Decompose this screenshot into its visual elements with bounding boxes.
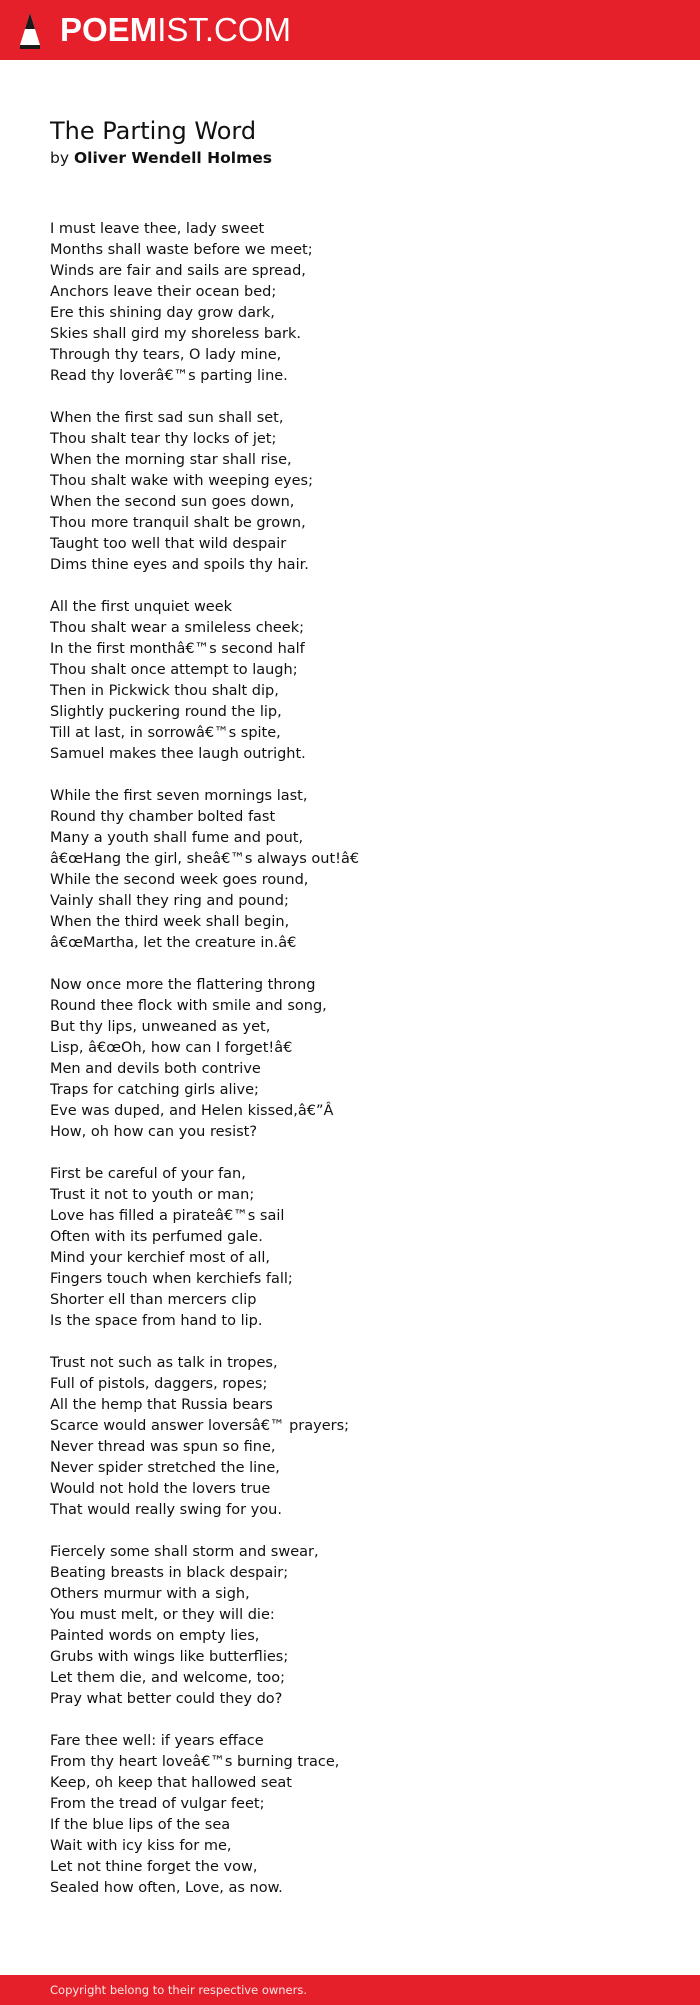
- poem-line: Would not hold the lovers true: [50, 1481, 271, 1497]
- poem-line: How, oh how can you resist?: [50, 1124, 258, 1140]
- stanza: [50, 597, 670, 765]
- poem-line: Through thy tears, O lady mine,: [50, 347, 282, 363]
- poem-line: Taught too well that wild despair: [50, 536, 287, 552]
- poem-line: Often with its perfumed gale.: [50, 1229, 263, 1245]
- poem-line: Is the space from hand to lip.: [50, 1313, 263, 1329]
- poem-line: Trust not such as talk in tropes,: [50, 1355, 278, 1371]
- poem-line: When the second sun goes down,: [50, 494, 295, 510]
- poem-line: When the morning star shall rise,: [50, 452, 292, 468]
- poem-line: Samuel makes thee laugh outright.: [50, 746, 306, 762]
- poem-line: Fingers touch when kerchiefs fall;: [50, 1271, 293, 1287]
- poem-line: In the first monthâ€™s second half: [50, 641, 305, 657]
- poem-line: All the first unquiet week: [50, 599, 233, 615]
- poem-body: [50, 219, 670, 1920]
- poem-line: When the third week shall begin,: [50, 914, 290, 930]
- poem-line: Then in Pickwick thou shalt dip,: [50, 683, 279, 699]
- poem-line: â€œMartha, let the creature in.â€: [50, 935, 297, 951]
- copyright-text: Copyright belong to their respective owners.: [50, 1983, 308, 1997]
- poem-line: Let not thine forget the vow,: [50, 1859, 258, 1875]
- author-name: Oliver Wendell Holmes: [73, 149, 272, 167]
- poem-line: Keep, oh keep that hallowed seat: [50, 1775, 292, 1791]
- poem-line: First be careful of your fan,: [50, 1166, 246, 1182]
- poem-line: Round thee flock with smile and song,: [50, 998, 327, 1014]
- poem-line: Let them die, and welcome, too;: [50, 1670, 286, 1686]
- stanza: [50, 219, 670, 387]
- poem-line: Many a youth shall fume and pout,: [50, 830, 304, 846]
- poem-line: Till at last, in sorrowâ€™s spite,: [50, 725, 281, 741]
- stanza: [50, 786, 670, 954]
- poem-line: From the tread of vulgar feet;: [50, 1796, 265, 1812]
- poem-line: Ere this shining day grow dark,: [50, 305, 275, 321]
- poem-line: Fiercely some shall storm and swear,: [50, 1544, 319, 1560]
- poem-line: Painted words on empty lies,: [50, 1628, 260, 1644]
- poem-line: Eve was duped, and Helen kissed,â€”Â: [50, 1103, 334, 1119]
- site-footer: [0, 1975, 700, 2005]
- poem-heading: [50, 115, 272, 169]
- pencil-icon: [18, 11, 42, 51]
- poem-line: Scarce would answer loversâ€™ prayers;: [50, 1418, 350, 1434]
- poem-line: Round thy chamber bolted fast: [50, 809, 276, 825]
- poem-line: Now once more the flattering throng: [50, 977, 316, 993]
- poem-line: Read thy loverâ€™s parting line.: [50, 368, 288, 384]
- poem-line: Love has filled a pirateâ€™s sail: [50, 1208, 285, 1224]
- poem-line: Never thread was spun so fine,: [50, 1439, 276, 1455]
- poem-line: Thou shalt once attempt to laugh;: [50, 662, 298, 678]
- poem-line: Anchors leave their ocean bed;: [50, 284, 277, 300]
- poem-line: Dims thine eyes and spoils thy hair.: [50, 557, 309, 573]
- poem-line: Winds are fair and sails are spread,: [50, 263, 306, 279]
- poem-line: While the first seven mornings last,: [50, 788, 308, 804]
- poem-line: Never spider stretched the line,: [50, 1460, 280, 1476]
- poem-line: Shorter ell than mercers clip: [50, 1292, 257, 1308]
- site-header: [0, 0, 700, 60]
- poem-line: Full of pistols, daggers, ropes;: [50, 1376, 268, 1392]
- poem-line: Trust it not to youth or man;: [50, 1187, 255, 1203]
- poem-line: Thou shalt wear a smileless cheek;: [50, 620, 305, 636]
- poem-line: â€œHang the girl, sheâ€™s always out!â€: [50, 851, 360, 867]
- poem-line: If the blue lips of the sea: [50, 1817, 231, 1833]
- poem-title: The Parting Word: [50, 117, 257, 145]
- poem-line: Grubs with wings like butterflies;: [50, 1649, 289, 1665]
- poem-line: Pray what better could they do?: [50, 1691, 283, 1707]
- poem-line: Others murmur with a sigh,: [50, 1586, 250, 1602]
- stanza: [50, 1731, 670, 1899]
- poem-line: Thou more tranquil shalt be grown,: [50, 515, 306, 531]
- poem-line: Months shall waste before we meet;: [50, 242, 313, 258]
- poem-line: Thou shalt tear thy locks of jet;: [50, 431, 277, 447]
- stanza: [50, 1164, 670, 1332]
- poem-line: Sealed how often, Love, as now.: [50, 1880, 283, 1896]
- poem-line: That would really swing for you.: [50, 1502, 282, 1518]
- poem-line: All the hemp that Russia bears: [50, 1397, 273, 1413]
- byline: [50, 147, 272, 169]
- site-logo[interactable]: [60, 10, 291, 50]
- stanza: [50, 975, 670, 1143]
- logo-rest-text: IST.COM: [157, 11, 292, 48]
- poem-line: When the first sad sun shall set,: [50, 410, 284, 426]
- poem-line: Skies shall gird my shoreless bark.: [50, 326, 301, 342]
- poem-line: Slightly puckering round the lip,: [50, 704, 282, 720]
- poem-line: From thy heart loveâ€™s burning trace,: [50, 1754, 340, 1770]
- logo-bold-text: POEM: [60, 11, 158, 48]
- poem-line: I must leave thee, lady sweet: [50, 221, 265, 237]
- stanza: [50, 408, 670, 576]
- poem-line: Fare thee well: if years efface: [50, 1733, 264, 1749]
- poem-line: You must melt, or they will die:: [50, 1607, 275, 1623]
- poem-line: Traps for catching girls alive;: [50, 1082, 259, 1098]
- poem-line: Vainly shall they ring and pound;: [50, 893, 289, 909]
- poem-line: But thy lips, unweaned as yet,: [50, 1019, 271, 1035]
- stanza: [50, 1542, 670, 1710]
- poem-line: Beating breasts in black despair;: [50, 1565, 289, 1581]
- poem-line: Mind your kerchief most of all,: [50, 1250, 271, 1266]
- poem-line: Thou shalt wake with weeping eyes;: [50, 473, 313, 489]
- poem-line: Lisp, â€œOh, how can I forget!â€: [50, 1040, 293, 1056]
- by-label: by: [50, 149, 70, 167]
- poem-line: Wait with icy kiss for me,: [50, 1838, 232, 1854]
- poem-line: Men and devils both contrive: [50, 1061, 261, 1077]
- stanza: [50, 1353, 670, 1521]
- poem-line: While the second week goes round,: [50, 872, 309, 888]
